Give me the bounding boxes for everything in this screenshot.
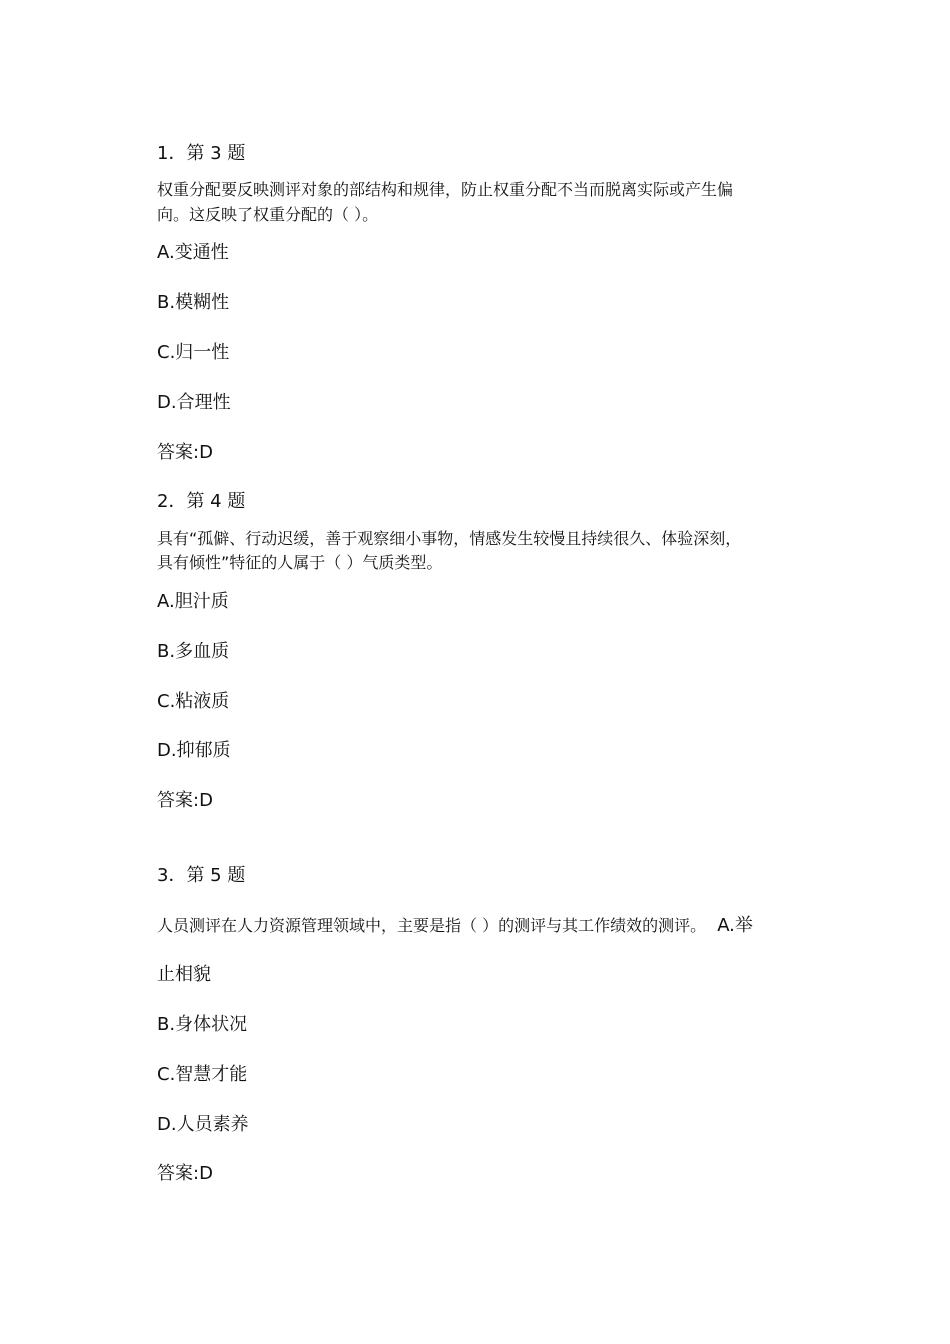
question-1-option-b: B.模糊性 — [157, 292, 230, 313]
question-2-stem-line-1: 具有“孤僻、行动迟缓，善于观察细小事物，情感发生较慢且持续很久、体验深刻， — [157, 529, 742, 548]
question-3-title: 3．第 5 题 — [157, 865, 246, 886]
question-2-title: 2．第 4 题 — [157, 491, 246, 512]
question-1-option-d: D.合理性 — [157, 392, 231, 413]
question-3-option-b: B.身体状况 — [157, 1014, 248, 1035]
question-2-option-b: B.多血质 — [157, 641, 230, 662]
question-1-option-a: A.变通性 — [157, 242, 229, 263]
question-1-stem-line-2: 向。这反映了权重分配的（ ）。 — [157, 205, 379, 224]
question-3-answer: 答案:D — [157, 1163, 213, 1184]
question-1-option-c: C.归一性 — [157, 342, 230, 363]
question-2-option-c: C.粘液质 — [157, 691, 230, 712]
question-2-option-a: A.胆汁质 — [157, 591, 229, 612]
question-2-option-d: D.抑郁质 — [157, 740, 231, 761]
question-2-stem-line-2: 具有倾性”特征的人属于（ ）气质类型。 — [157, 553, 443, 572]
question-2-answer: 答案:D — [157, 790, 213, 811]
question-3-stem-text: 人员测评在人力资源管理领域中，主要是指（ ）的测评与其工作绩效的测评。 — [157, 916, 707, 935]
question-1-title: 1．第 3 题 — [157, 143, 246, 164]
question-3-option-a-continued: 止相貌 — [157, 964, 211, 985]
question-3-option-a-start: A.举 — [717, 915, 753, 936]
question-3-stem-line-1 — [157, 911, 753, 937]
question-1-answer: 答案:D — [157, 442, 213, 463]
question-3-option-d: D.人员素养 — [157, 1114, 249, 1135]
question-1-stem-line-1: 权重分配要反映测评对象的部结构和规律，防止权重分配不当而脱离实际或产生偏 — [157, 180, 734, 199]
question-3-option-c: C.智慧才能 — [157, 1064, 248, 1085]
